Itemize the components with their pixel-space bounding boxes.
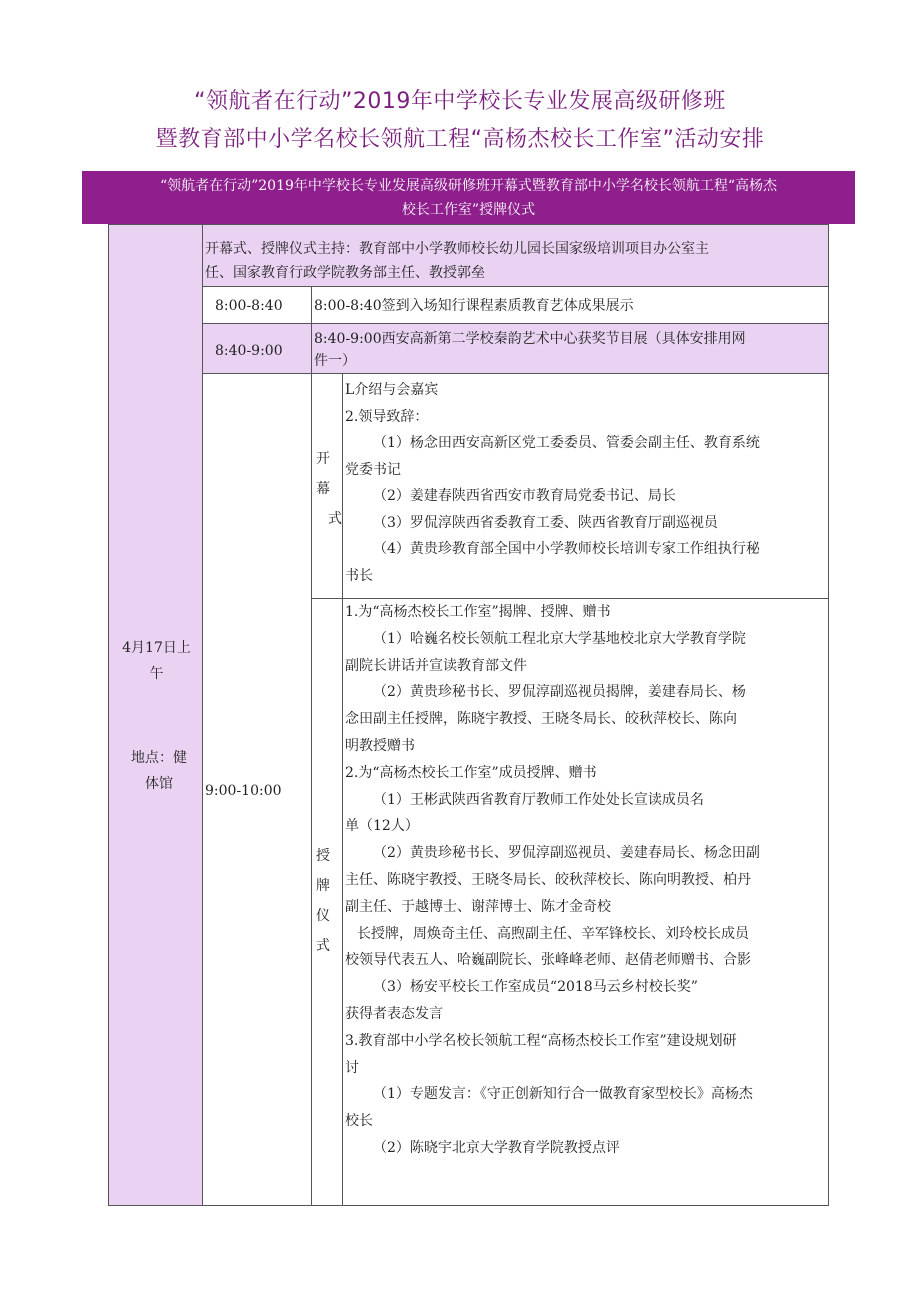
content-cell-1: 8:00-8:40签到入场知行课程素质教育艺体成果展示	[311, 286, 829, 324]
main-time-text: 9:00-10:00	[205, 783, 282, 799]
opening-line: （4）黄贵珍教育部全国中小学教师校长培训专家工作组执行秘	[373, 541, 760, 557]
granting-line: 2.为“高杨杰校长工作室”成员授牌、赠书	[345, 764, 597, 781]
granting-label-char: 仪	[316, 908, 330, 924]
content-cell-2-line-1: 8:40-9:00西安高新第二学校秦韵艺术中心获奖节目展（具体安排用网	[314, 331, 746, 347]
date-line-1: 4月17日上	[122, 640, 191, 656]
host-line-2: 任、国家教育行政学院教务部主任、教授郭垒	[205, 265, 485, 281]
time-cell-1: 8:00-8:40	[202, 286, 312, 324]
date-cell	[108, 224, 203, 1206]
granting-line: 明教授赠书	[345, 737, 415, 754]
opening-label-char: 开	[316, 451, 330, 467]
granting-line: 单（12人）	[345, 818, 419, 835]
granting-line: 念田副主任授牌，陈晓宇教授、王晓冬局长、皎秋萍校长、陈向	[345, 711, 737, 728]
section-banner-line-1: “领航者在行动”2019年中学校长专业发展高级研修班开幕式暨教育部中小学名校长领航工程“高杨杰	[159, 178, 778, 194]
opening-line: （1）杨念田西安高新区党工委委员、管委会副主任、教育系统	[373, 435, 760, 451]
granting-label-char: 式	[316, 938, 330, 954]
section-banner-line-2: 校长工作室”授牌仪式	[401, 202, 536, 218]
granting-label-char: 授	[316, 848, 330, 864]
granting-line: （2）黄贵珍秘书长、罗侃淳副巡视员揭牌，姜建春局长、杨	[373, 684, 746, 701]
granting-line: （3）杨安平校长工作室成员“2018马云乡村校长奖”	[373, 979, 698, 996]
granting-line: 校长	[345, 1113, 373, 1130]
date-line-2: 午	[149, 666, 164, 682]
opening-line: 书长	[345, 567, 373, 584]
granting-line: 校领导代表五人、哈巍副院长、张峰峰老师、赵倩老师赠书、合影	[345, 952, 751, 969]
opening-line: （3）罗侃淳陕西省委教育工委、陕西省教育厅副巡视员	[373, 514, 718, 531]
opening-line: 2.领导致辞：	[345, 408, 429, 425]
granting-line: 讨	[345, 1059, 359, 1076]
granting-line: （2）黄贵珍秘书长、罗侃淳副巡视员、姜建春局长、杨念田副	[373, 845, 760, 862]
document-title-line-2: 暨教育部中小学名校长领航工程“高杨杰校长工作室”活动安排	[155, 127, 765, 152]
granting-content-cell	[342, 598, 829, 1206]
host-line-1: 开幕式、授牌仪式主持：教育部中小学教师校长幼儿园长国家级培训项目办公室主	[205, 241, 709, 257]
opening-label-char: 幕	[316, 481, 330, 497]
granting-label-cell	[311, 598, 343, 1206]
granting-line: （1）王彬武陕西省教育厅教师工作处处长宣读成员名	[373, 791, 704, 808]
opening-content-cell	[342, 373, 829, 599]
content-cell-2	[311, 323, 829, 374]
granting-line: （1）专题发言：《守正创新知行合一做教育家型校长》高杨杰	[373, 1086, 753, 1103]
opening-label-cell	[311, 373, 343, 599]
granting-label	[316, 841, 340, 961]
granting-line: （1）哈巍名校长领航工程北京大学基地校北京大学教育学院	[373, 630, 746, 647]
opening-line: 党委书记	[345, 461, 401, 478]
granting-line: 长授牌，周焕奇主任、高煦副主任、辛军锋校长、刘玲校长成员	[357, 925, 749, 942]
document-title-line-1: “领航者在行动”2019年中学校长专业发展高级研修班	[194, 89, 726, 114]
opening-label-char: 式	[328, 511, 342, 527]
section-banner	[82, 171, 855, 224]
granting-label-char: 牌	[316, 878, 330, 894]
opening-line: L介绍与会嘉宾	[345, 382, 439, 398]
granting-line: （2）陈晓宇北京大学教育学院教授点评	[373, 1139, 620, 1156]
host-cell	[202, 224, 829, 287]
main-time-cell	[202, 373, 312, 1206]
granting-line: 3.教育部中小学名校长领航工程“高杨杰校长工作室”建设规划研	[345, 1032, 737, 1049]
time-cell-2: 8:40-9:00	[202, 323, 312, 374]
granting-line: 主任、陈晓宇教授、王晓冬局长、皎秋萍校长、陈向明教授、柏丹	[345, 871, 751, 888]
opening-label	[316, 444, 340, 534]
granting-line: 副院长讲话并宣读教育部文件	[345, 657, 527, 674]
granting-line: 副主任、于越博士、谢萍博士、陈才金奇校	[345, 898, 611, 915]
date-text	[109, 635, 204, 687]
location-text	[119, 745, 199, 797]
granting-line: 1.为“高杨杰校长工作室”揭牌、授牌、赠书	[345, 604, 611, 620]
location-line-2: 体馆	[145, 776, 173, 792]
granting-line: 获得者表态发言	[345, 1005, 443, 1022]
opening-line: （2）姜建春陕西省西安市教育局党委书记、局长	[373, 488, 676, 504]
location-line-1: 地点：健	[131, 750, 187, 766]
content-cell-2-line-2: 件一）	[314, 353, 356, 369]
